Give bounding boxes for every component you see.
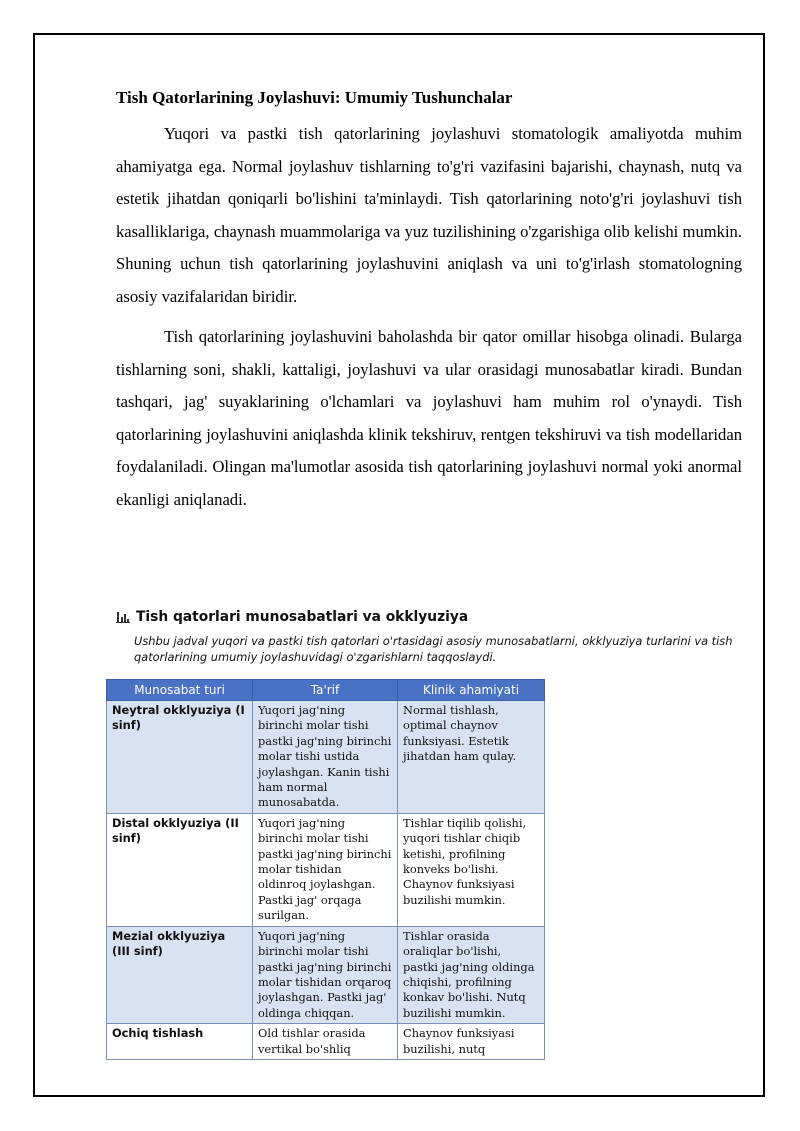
table-cell: Old tishlar orasida vertikal bo'shliq (253, 1024, 398, 1060)
table-header-row (107, 680, 545, 701)
table-cell: Tishlar tiqilib qolishi, yuqori tishlar chiqib ketishi, profilning konveks bo'lishi. Chaynov funksiyasi buzilishi mumkin. (398, 813, 545, 926)
paragraph-1: Yuqori va pastki tish qatorlarining joylashuvi stomatologik amaliyotda muhim ahamiyatga ega. Normal joylashuv tishlarning to'g'ri vazifasini bajarishi, chaynash, nutq va estetik jihatdan qoniqarli bo'lishini ta'minlaydi. Tish qatorlarining noto'g'ri joylashuvi tish kasalliklariga, chaynash muammolariga va yuz tuzilishining o'zgarishiga olib kelishi mumkin. Shuning uchun tish qatorlarining joylashuvini aniqlash va uni to'g'irlash stomatologning asosiy vazifalaridan biridir. (116, 124, 742, 306)
document-body (116, 86, 742, 524)
bar-chart-icon (116, 611, 130, 623)
table-cell: Ochiq tishlash (107, 1024, 253, 1060)
table-caption (116, 585, 756, 665)
table-row (107, 701, 545, 814)
table-row (107, 926, 545, 1023)
table-cell: Yuqori jag'ning birinchi molar tishi pastki jag'ning birinchi molar tishidan oldinroq joylashgan. Pastki jag' orqaga surilgan. (253, 813, 398, 926)
table-cell: Chaynov funksiyasi buzilishi, nutq (398, 1024, 545, 1060)
table-cell: Neytral okklyuziya (I sinf) (107, 701, 253, 814)
document-heading: Tish Qatorlarining Joylashuvi: Umumiy Tushunchalar (116, 88, 513, 107)
column-header: Munosabat turi (107, 680, 253, 701)
table-cell: Yuqori jag'ning birinchi molar tishi pastki jag'ning birinchi molar tishidan orqaroq joylashgan. Pastki jag' oldinga chiqqan. (253, 926, 398, 1023)
table-cell: Mezial okklyuziya (III sinf) (107, 926, 253, 1023)
table-cell: Yuqori jag'ning birinchi molar tishi pastki jag'ning birinchi molar tishi ustida joylashgan. Kanin tishi ham normal munosabatda. (253, 701, 398, 814)
table-title-row (116, 607, 756, 627)
table-cell: Distal okklyuziya (II sinf) (107, 813, 253, 926)
column-header: Klinik ahamiyati (398, 680, 545, 701)
occlusion-table (106, 679, 545, 1060)
table-row (107, 1024, 545, 1060)
paragraph-2: Tish qatorlarining joylashuvini baholashda bir qator omillar hisobga olinadi. Bularga tishlarning soni, shakli, kattaligi, joylashuvi va ular orasidagi munosabatlar kiradi. Bundan tashqari, jag' suyaklarining o'lchamlari va joylashuvi ham muhim rol o'ynaydi. Tish qatorlarining joylashuvini aniqlashda klinik tekshiruv, rentgen tekshiruvi va tish modellaridan foydalaniladi. Olingan ma'lumotlar asosida tish qatorlarining joylashuvi normal yoki anormal ekanligi aniqlanadi. (116, 327, 742, 509)
table-row (107, 813, 545, 926)
table-cell: Tishlar orasida oraliqlar bo'lishi, pastki jag'ning oldinga chiqishi, profilning konkav bo'lishi. Nutq buzilishi mumkin. (398, 926, 545, 1023)
table-description: Ushbu jadval yuqori va pastki tish qatorlari o'rtasidagi asosiy munosabatlarni, okklyuziya turlarini va tish qatorlarining umumiy joylashuvidagi o'zgarishlarni taqqoslaydi. (134, 634, 733, 664)
table-title: Tish qatorlari munosabatlari va okklyuziya (136, 609, 469, 625)
column-header: Ta'rif (253, 680, 398, 701)
table-cell: Normal tishlash, optimal chaynov funksiyasi. Estetik jihatdan ham qulay. (398, 701, 545, 814)
